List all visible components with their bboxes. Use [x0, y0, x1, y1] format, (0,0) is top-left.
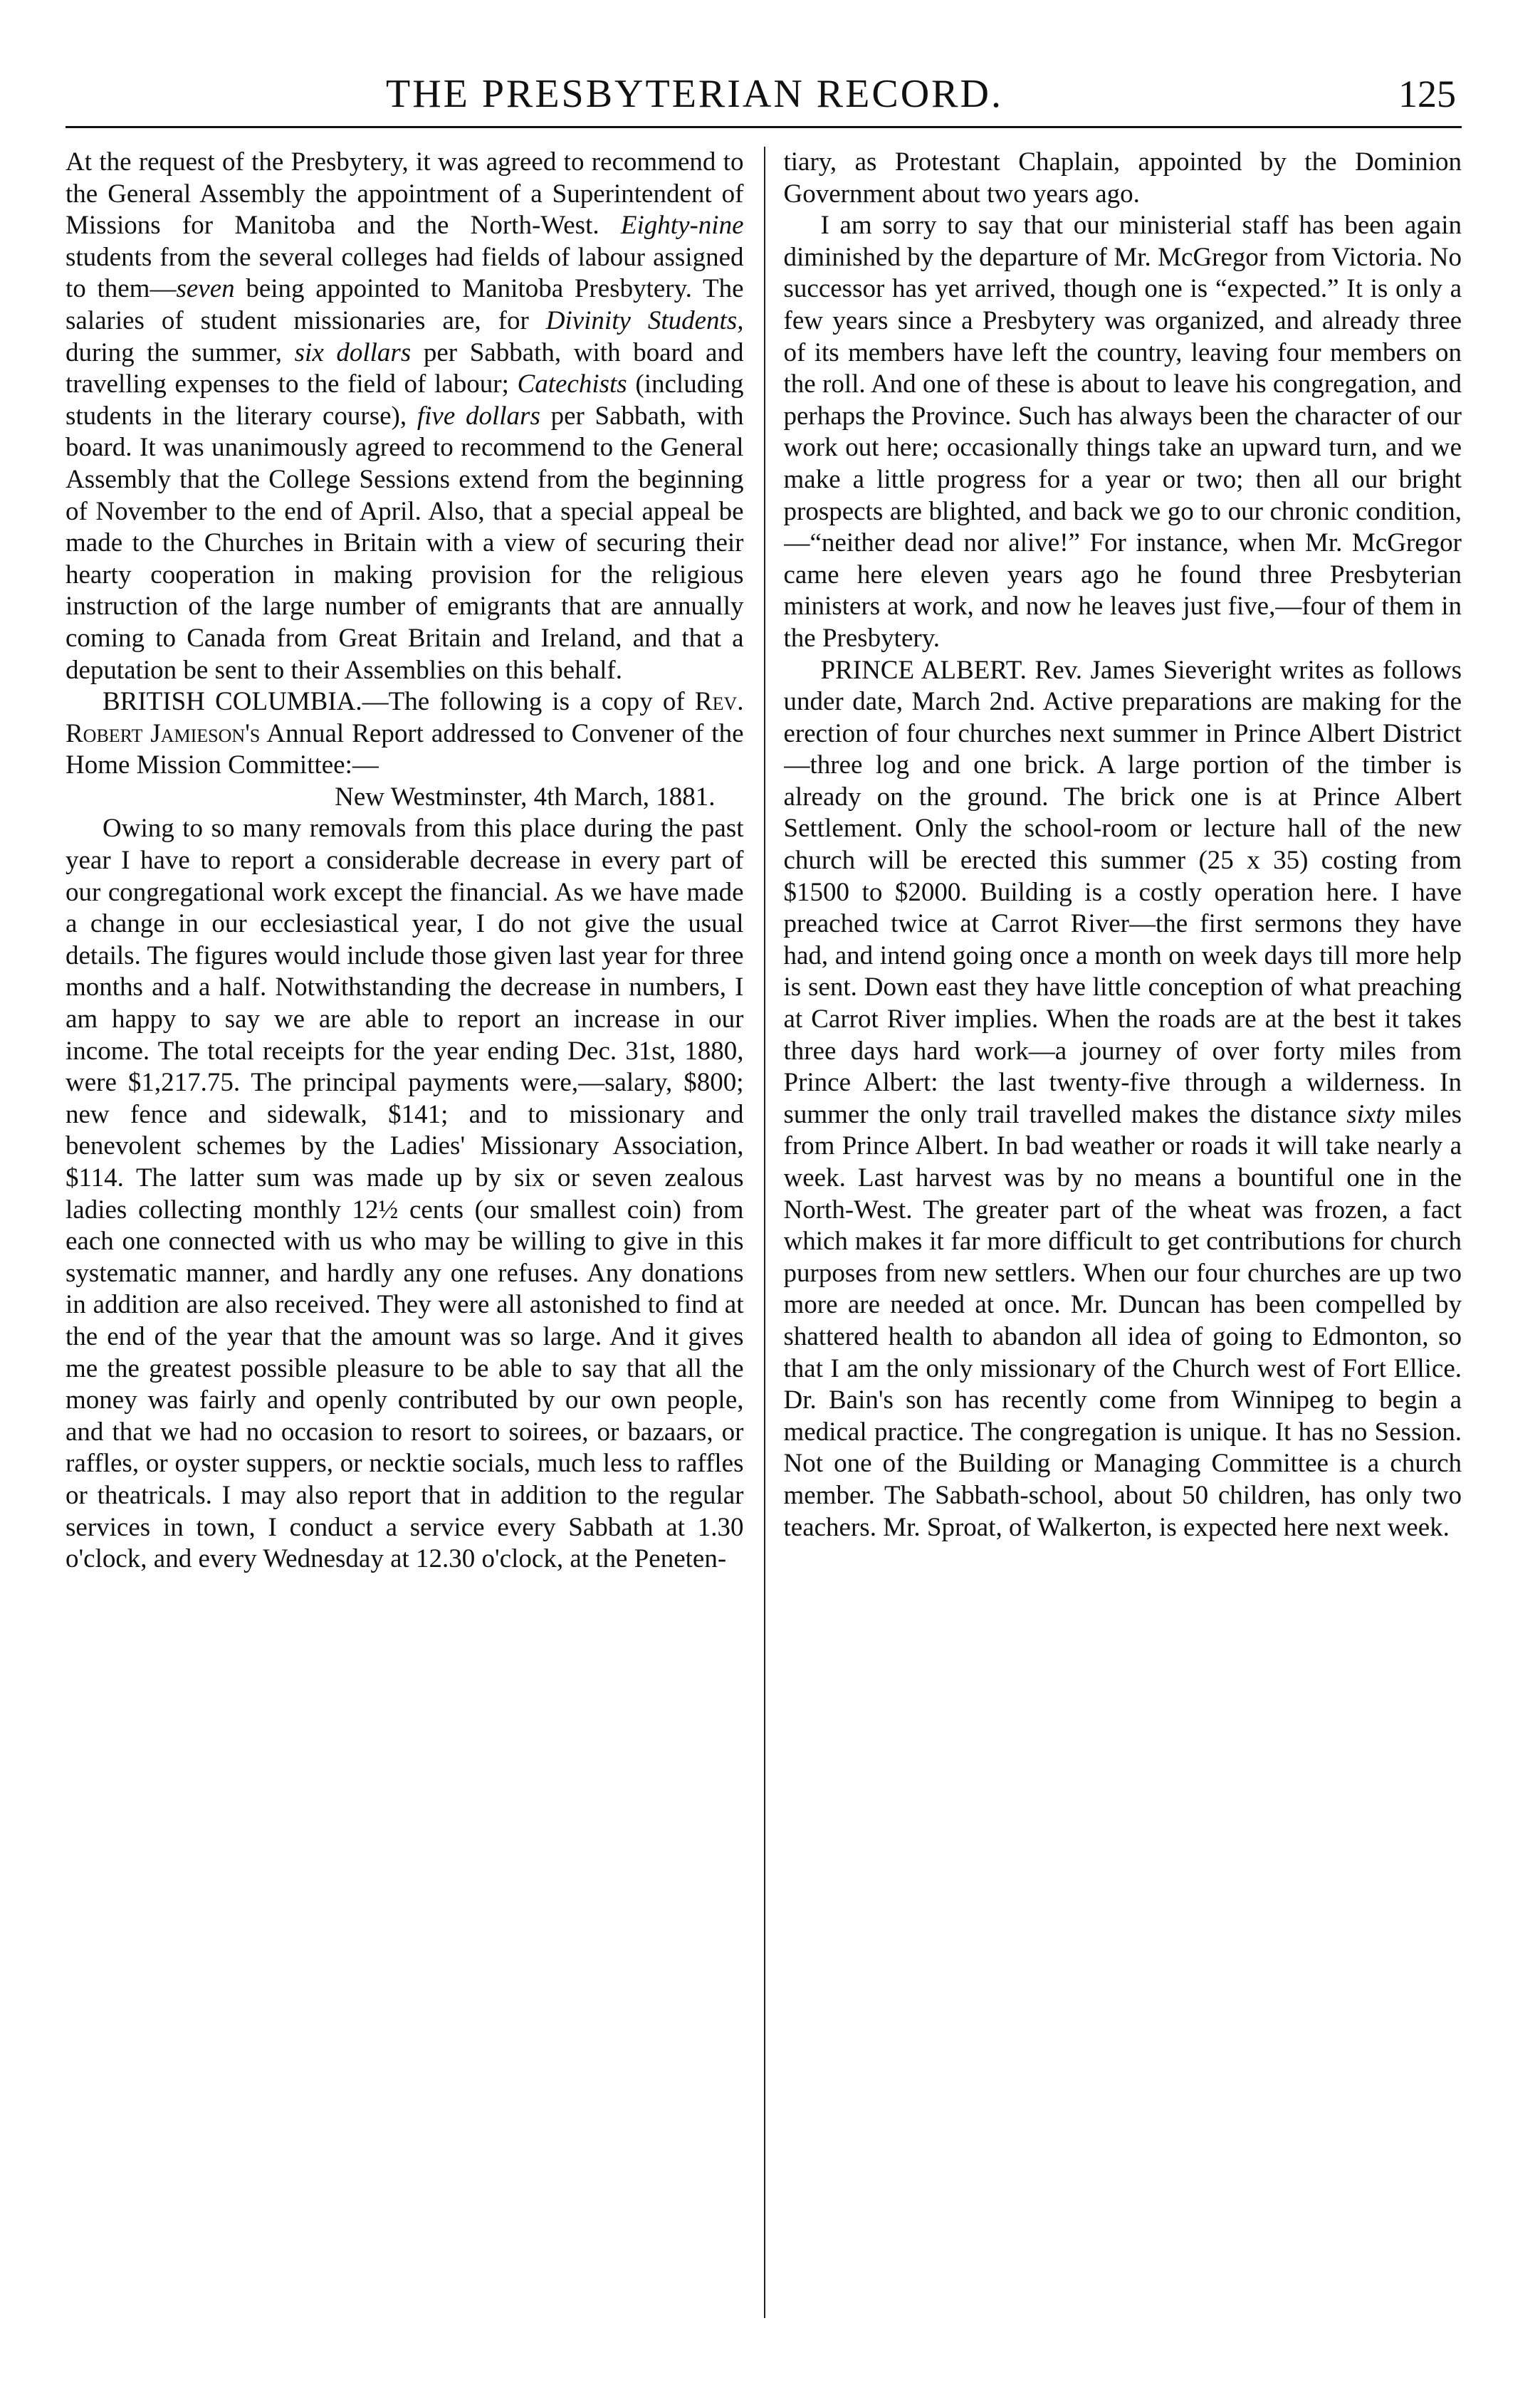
chaplain-continuation: tiary, as Protestant Chaplain, appointed by the Dominion Government about two years ago. — [783, 147, 1462, 209]
left-column — [66, 147, 744, 2318]
publication-title: THE PRESBYTERIAN RECORD. — [386, 72, 1003, 116]
text-columns — [66, 147, 1462, 2318]
annual-report-paragraph: Owing to so many removals from this place during the past year I have to report a considerable decrease in every part of our congregational work except the financial. As we have made a change in our ecclesiastical year, I do not give the usual details. The figures would include those given last year for three months and a half. Notwithstanding the decrease in numbers, I am happy to say we are able to report an increase in our income. The total receipts for the year ending Dec. 31st, 1880, were $1,217.75. The principal payments were,—salary, $800; new fence and sidewalk, $141; and to missionary and benevolent schemes by the Ladies' Missionary Association, $114. The latter sum was made up by six or seven zealous ladies collecting monthly 12½ cents (our smallest coin) from each one connected with us who may be willing to give in this systematic manner, and hardly any one refuses. Any donations in addition are also received. They were all astonished to find at the end of the year that the amount was so large. And it gives me the greatest possible pleasure to be able to say that all the money was fairly and openly contributed by our own people, and that we had no occasion to resort to soirees, or bazaars, or raffles, or oyster suppers, or necktie socials, much less to raffles or theatricals. I may also report that in addition to the regular services in town, I conduct a service every Sabbath at 1.30 o'clock, and every Wednesday at 12.30 o'clock, at the Peneten- — [66, 814, 744, 1574]
right-column — [784, 147, 1462, 2318]
running-header — [66, 71, 1462, 128]
column-divider — [764, 147, 765, 2318]
ministerial-staff-paragraph: I am sorry to say that our ministerial staff has been again diminished by the departure of Mr. McGregor from Victoria. No successor has yet arrived, though one is “expected.” It is only a few years since a Presbytery was organized, and already three of its members have left the country, leaving four members on the roll. And one of these is about to leave his congregation, and perhaps the Province. Such has always been the character of our work out here; occasionally things take an upward turn, and we make a little progress for a year or two; then all our bright prospects are blighted, and back we go to our chronic condition,—“neither dead nor alive!” For instance, when Mr. McGregor came here eleven years ago he found three Presbyterian ministers at work, and now he leaves just five,—four of them in the Presbytery. — [783, 211, 1462, 653]
page-number: 125 — [1398, 73, 1456, 115]
prince-albert-paragraph: PRINCE ALBERT. Rev. James Sieveright writes as follows under date, March 2nd. Active preparations are making for the erection of four churches next summer in Prince Albert District—three log and one brick. A large portion of the timber is already on the ground. The brick one is at Prince Albert Settlement. Only the school-room or lecture hall of the new church will be erected this summer (25 x 35) costing from $1500 to $2000. Building is a costly operation here. I have preached twice at Carrot River—the first sermons they have had, and intend going once a month on week days till more help is sent. Down east they have little conception of what preaching at Carrot River implies. When the roads are at the best it takes three days hard work—a journey of over forty miles from Prince Albert: the last twenty-five through a wilderness. In summer the only trail travelled makes the distance sixty miles from Prince Albert. In bad weather or roads it will take nearly a week. Last harvest was by no means a bountiful one in the North-West. The greater part of the wheat was frozen, a fact which makes it far more difficult to get contributions for church purposes from new settlers. When our four churches are up two more are needed at once. Mr. Duncan has been compelled by shattered health to abandon all idea of going to Edmonton, so that I am the only missionary of the Church west of Fort Ellice. Dr. Bain's son has recently come from Winnipeg to begin a medical practice. The congregation is unique. It has no Session. Not one of the Building or Managing Committee is a church member. The Sabbath-school, about 50 children, has only two teachers. Mr. Sproat, of Walkerton, is expected here next week. — [783, 655, 1462, 1542]
british-columbia-intro: BRITISH COLUMBIA.—The following is a copy of Rev. Robert Jamieson's Annual Report addressed to Convener of the Home Mission Committee:— — [66, 687, 744, 780]
letter-dateline: New Westminster, 4th March, 1881. — [335, 782, 716, 812]
presbytery-paragraph: At the request of the Presbytery, it was agreed to recommend to the General Assembly the appointment of a Superintendent of Missions for Manitoba and the North-West. Eighty-nine students from the several colleges had fields of labour assigned to them—seven being appointed to Manitoba Presbytery. The salaries of student missionaries are, for Divinity Students, during the summer, six dollars per Sabbath, with board and travelling expenses to the field of labour; Catechists (including students in the literary course), five dollars per Sabbath, with board. It was unanimously agreed to recommend to the General Assembly that the College Sessions extend from the beginning of November to the end of April. Also, that a special appeal be made to the Churches in Britain with a view of securing their hearty cooperation in making provision for the religious instruction of the large number of emigrants that are annually coming to Canada from Great Britain and Ireland, and that a deputation be sent to their Assemblies on this behalf. — [66, 147, 744, 685]
